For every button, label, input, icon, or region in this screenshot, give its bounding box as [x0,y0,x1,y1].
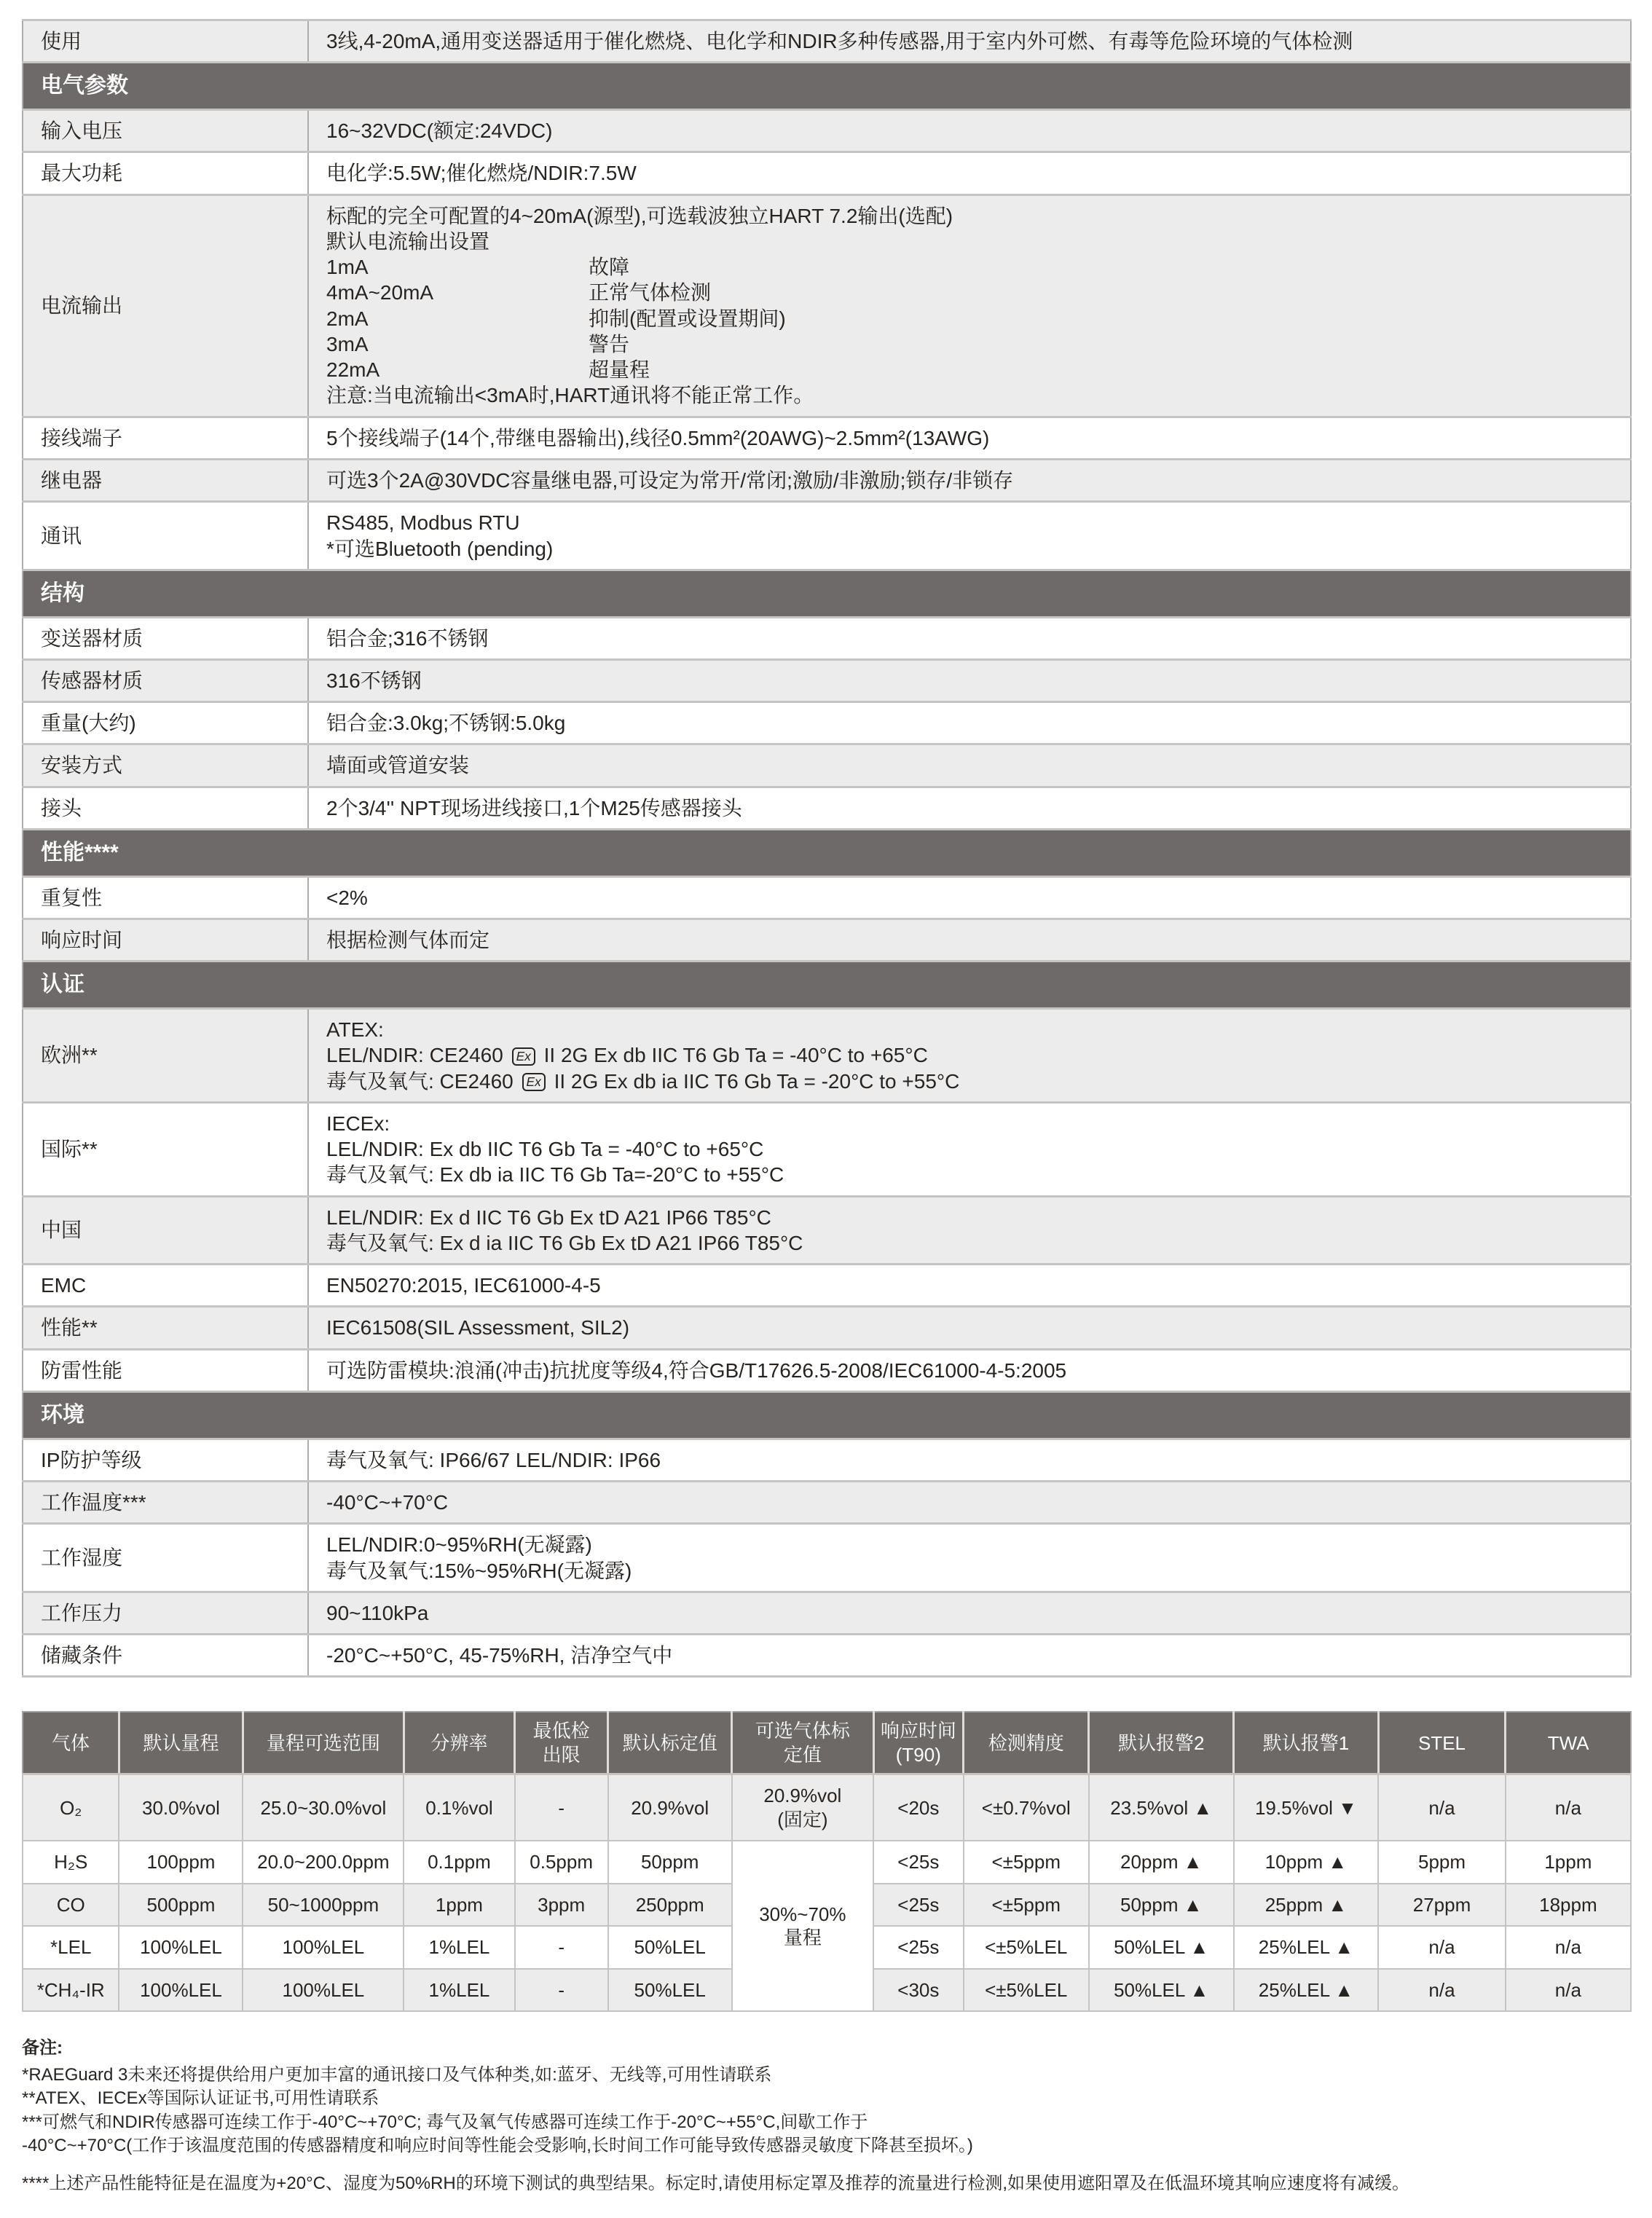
gas-cell: 50~1000ppm [243,1884,404,1927]
spec-value-line: 毒气及氧气: CE2460 Ex II 2G Ex db ia IIC T6 Gb Ta = -20°C to +55°C [326,1069,960,1093]
gas-cell: 100%LEL [119,1969,243,2012]
gas-cell: 1%LEL [404,1969,514,2012]
spec-value-line: 铝合金:3.0kg;不锈钢:5.0kg [326,712,566,735]
spec-value [308,659,1631,701]
spec-row [23,919,1631,961]
spec-row [23,417,1631,459]
spec-value [308,20,1631,63]
spec-value [308,152,1631,194]
spec-row [23,702,1631,744]
spec-label: 重复性 [23,876,308,919]
gas-cell: <30s [873,1969,964,2012]
gas-cell: 30.0%vol [119,1774,243,1841]
spec-table [22,19,1632,1678]
gas-name: *CH₄-IR [23,1969,119,2012]
gas-column-header: 默认标定值 [608,1712,732,1774]
spec-value [308,1439,1631,1481]
footnote-line: ****上述产品性能特征是在温度为+20°C、湿度为50%RH的环境下测试的典型结果。标定时,请使用标定罩及推荐的流量进行检测,如果使用遮阳罩及在低温环境其响应速度将有减缓。 [22,2174,1410,2194]
gas-column-header: 默认报警1 [1234,1712,1379,1774]
gas-name: *LEL [23,1926,119,1969]
spec-value-line: 墙面或管道安装 [326,754,470,777]
spec-row [23,1102,1631,1196]
current-output-meaning: 警告 [589,332,630,355]
gas-cell: 250ppm [608,1884,732,1927]
gas-parameters-table [22,1711,1632,2012]
spec-row [23,20,1631,63]
spec-value [308,459,1631,501]
gas-name: O₂ [23,1774,119,1841]
spec-label: 通讯 [23,502,308,570]
spec-value [308,1009,1631,1103]
current-output-value: 2mA [326,307,369,330]
gas-column-header: 分辨率 [404,1712,514,1774]
spec-value-line: -20°C~+50°C, 45-75%RH, 洁净空气中 [326,1644,673,1667]
spec-value-line: *可选Bluetooth (pending) [326,537,554,560]
section-header-label: 性能**** [23,829,1631,876]
gas-cell: <25s [873,1926,964,1969]
spec-value [308,787,1631,829]
spec-value-line: 电化学:5.5W;催化燃烧/NDIR:7.5W [326,162,637,185]
gas-column-header: 默认量程 [119,1712,243,1774]
current-output-setting [326,331,1613,357]
section-header-row [23,63,1631,110]
gas-cell: n/a [1506,1774,1631,1841]
gas-name: CO [23,1884,119,1927]
gas-cell: - [515,1774,608,1841]
spec-value-line: LEL/NDIR: Ex db IIC T6 Gb Ta = -40°C to +65°C [326,1138,764,1161]
atex-ex-icon: Ex [512,1047,535,1066]
gas-row [23,1774,1631,1841]
spec-label: 国际** [23,1102,308,1196]
spec-value-line: 16~32VDC(额定:24VDC) [326,119,553,143]
spec-value-line: 2个3/4'' NPT现场进线接口,1个M25传感器接头 [326,796,742,819]
gas-row [23,1841,1631,1884]
gas-header-row [23,1712,1631,1774]
gas-cell: 50%LEL [608,1969,732,2012]
current-output-setting [326,357,1613,382]
current-output-meaning: 超量程 [589,358,650,382]
gas-cell: 18ppm [1506,1884,1631,1927]
gas-cell: <20s [873,1774,964,1841]
spec-row [23,1009,1631,1103]
gas-cell: 20.9%vol [608,1774,732,1841]
spec-value [308,876,1631,919]
current-output-value: 22mA [326,358,380,382]
spec-row [23,1307,1631,1349]
spec-label: 安装方式 [23,744,308,787]
gas-column-header: STEL [1378,1712,1505,1774]
spec-label: 响应时间 [23,919,308,961]
gas-cell: <25s [873,1884,964,1927]
spec-value-line: LEL/NDIR: CE2460 Ex II 2G Ex db IIC T6 Gb Ta = -40°C to +65°C [326,1044,928,1067]
spec-value-line: 毒气及氧气:15%~95%RH(无凝露) [326,1559,632,1582]
spec-value-line: IECEx: [326,1112,390,1135]
spec-label: 欧洲** [23,1009,308,1103]
gas-cell: 50ppm [608,1841,732,1884]
gas-column-header: 最低检 出限 [515,1712,608,1774]
gas-cell: 1ppm [404,1884,514,1927]
spec-label: 最大功耗 [23,152,308,194]
spec-value [308,1349,1631,1391]
spec-value-line: 毒气及氧气: IP66/67 LEL/NDIR: IP66 [326,1448,661,1471]
gas-cell: 20.0~200.0ppm [243,1841,404,1884]
spec-row [23,1196,1631,1265]
gas-cell: <±0.7%vol [964,1774,1089,1841]
section-header-row [23,1391,1631,1439]
spec-row [23,110,1631,152]
gas-column-header: 默认报警2 [1089,1712,1234,1774]
spec-label: 中国 [23,1196,308,1265]
spec-label: 性能** [23,1307,308,1349]
spec-value-line: <2% [326,886,368,909]
spec-value [308,702,1631,744]
spec-label: 工作压力 [23,1592,308,1634]
spec-row [23,1524,1631,1592]
spec-label: 储藏条件 [23,1635,308,1677]
spec-value [308,1307,1631,1349]
current-output-setting [326,306,1613,331]
gas-column-header: 检测精度 [964,1712,1089,1774]
spec-value-line: -40°C~+70°C [326,1491,449,1514]
section-header-label: 认证 [23,961,1631,1009]
spec-value-line: EN50270:2015, IEC61000-4-5 [326,1274,601,1297]
gas-cell: <±5%LEL [964,1969,1089,2012]
gas-cell: 100%LEL [243,1969,404,2012]
spec-row [23,617,1631,659]
current-output-value: 1mA [326,256,369,279]
gas-cell: 20ppm ▲ [1089,1841,1234,1884]
spec-value [308,617,1631,659]
spec-row [23,1349,1631,1391]
gas-cell: n/a [1378,1926,1505,1969]
spec-row [23,1592,1631,1634]
spec-label: 接头 [23,787,308,829]
section-header-label: 环境 [23,1391,1631,1439]
current-output-meaning: 正常气体检测 [589,281,712,304]
gas-column-header: 气体 [23,1712,119,1774]
gas-cell: 0.5ppm [515,1841,608,1884]
spec-label: 重量(大约) [23,702,308,744]
spec-label: 变送器材质 [23,617,308,659]
gas-cell: 100%LEL [243,1926,404,1969]
gas-cell: <±5ppm [964,1884,1089,1927]
spec-label: 传感器材质 [23,659,308,701]
atex-ex-icon: Ex [522,1073,546,1091]
spec-value [308,110,1631,152]
gas-cell: <25s [873,1841,964,1884]
gas-cell: 25%LEL ▲ [1234,1926,1379,1969]
current-output-meaning: 故障 [589,256,630,279]
spec-value-line: 铝合金;316不锈钢 [326,626,489,650]
gas-name: H₂S [23,1841,119,1884]
gas-cell: 3ppm [515,1884,608,1927]
gas-cell: 100ppm [119,1841,243,1884]
spec-value [308,417,1631,459]
spec-label: 电流输出 [23,194,308,417]
current-output-meaning: 抑制(配置或设置期间) [589,307,786,330]
footnote-line: ***可燃气和NDIR传感器可连续工作于-40°C~+70°C; 毒气及氧气传感器可连续工作于-20°C~+55°C,间歇工作于 [22,2112,868,2132]
spec-value-line: 毒气及氧气: Ex db ia IIC T6 Gb Ta=-20°C to +55°C [326,1163,784,1187]
gas-cell: 500ppm [119,1884,243,1927]
spec-row [23,1265,1631,1307]
gas-cell: 0.1ppm [404,1841,514,1884]
spec-label: EMC [23,1265,308,1307]
spec-value [308,1592,1631,1634]
spec-row [23,194,1631,417]
gas-cell: 10ppm ▲ [1234,1841,1379,1884]
spec-value-line: 默认电流输出设置 [326,229,490,253]
spec-value-line: IEC61508(SIL Assessment, SIL2) [326,1316,630,1340]
gas-cell: <±5%LEL [964,1926,1089,1969]
spec-row [23,659,1631,701]
gas-cell: 25%LEL ▲ [1234,1969,1379,2012]
spec-label: 工作湿度 [23,1524,308,1592]
section-header-row [23,829,1631,876]
gas-cell: 0.1%vol [404,1774,514,1841]
gas-cell: 1%LEL [404,1926,514,1969]
spec-row [23,152,1631,194]
spec-label: 防雷性能 [23,1349,308,1391]
gas-cell: n/a [1506,1969,1631,2012]
current-output-setting [326,280,1613,305]
gas-cell: 27ppm [1378,1884,1505,1927]
spec-row [23,787,1631,829]
current-output-value: 4mA~20mA [326,281,434,304]
gas-cell: n/a [1378,1774,1505,1841]
section-header-row [23,961,1631,1009]
spec-value [308,194,1631,417]
gas-cell: n/a [1506,1926,1631,1969]
spec-value-line: RS485, Modbus RTU [326,511,520,535]
spec-value [308,502,1631,570]
gas-cell: - [515,1926,608,1969]
gas-cell: 50%LEL ▲ [1089,1969,1234,2012]
gas-cell: 25ppm ▲ [1234,1884,1379,1927]
spec-row [23,459,1631,501]
gas-cell: 50%LEL ▲ [1089,1926,1234,1969]
spec-label: IP防护等级 [23,1439,308,1481]
spec-value-line: 5个接线端子(14个,带继电器输出),线径0.5mm²(20AWG)~2.5mm²(13AWG) [326,426,990,449]
spec-value-line: LEL/NDIR: Ex d IIC T6 Gb Ex tD A21 IP66 T85°C [326,1206,771,1229]
spec-row [23,876,1631,919]
footnote-line: **ATEX、IECEx等国际认证证书,可用性请联系 [22,2088,379,2109]
footnotes-title: 备注: [22,2038,63,2058]
gas-cell: n/a [1378,1969,1505,2012]
gas-cell: 19.5%vol ▼ [1234,1774,1379,1841]
footnotes [22,2037,1632,2195]
spec-value-line: 根据检测气体而定 [326,928,490,951]
current-output-value: 3mA [326,332,369,355]
gas-column-header: 可选气体标 定值 [732,1712,873,1774]
spec-value-line: 毒气及氧气: Ex d ia IIC T6 Gb Ex tD A21 IP66 T85°C [326,1231,803,1254]
spec-value [308,744,1631,787]
spec-value [308,1635,1631,1677]
footnote-line: *RAEGuard 3未来还将提供给用户更加丰富的通讯接口及气体种类,如:蓝牙、无线等,可用性请联系 [22,2064,772,2085]
spec-value [308,1524,1631,1592]
spec-label: 继电器 [23,459,308,501]
spec-label: 输入电压 [23,110,308,152]
gas-cell: 5ppm [1378,1841,1505,1884]
spec-value-line: 可选防雷模块:浪涌(冲击)抗扰度等级4,符合GB/T17626.5-2008/IEC61000-4-5:2005 [326,1358,1067,1382]
spec-row [23,1439,1631,1481]
spec-value [308,919,1631,961]
spec-row [23,1635,1631,1677]
spec-value-line: 90~110kPa [326,1601,429,1624]
footnotes-lines [22,2064,1632,2196]
gas-column-header: 量程可选范围 [243,1712,404,1774]
section-header-row [23,570,1631,617]
gas-column-header: TWA [1506,1712,1631,1774]
section-header-label: 结构 [23,570,1631,617]
spec-value-line: 可选3个2A@30VDC容量继电器,可设定为常开/常闭;激励/非激励;锁存/非锁存 [326,468,1014,492]
gas-cell: <±5ppm [964,1841,1089,1884]
spec-value-line: 标配的完全可配置的4~20mA(源型),可选载波独立HART 7.2输出(选配) [326,204,953,227]
spec-value [308,1265,1631,1307]
spec-value [308,1102,1631,1196]
spec-label: 接线端子 [23,417,308,459]
gas-cal-merged-cell: 30%~70% 量程 [732,1841,873,2011]
spec-label: 工作温度*** [23,1482,308,1524]
gas-cell: 50ppm ▲ [1089,1884,1234,1927]
section-header-label: 电气参数 [23,63,1631,110]
footnote-line: -40°C~+70°C(工作于该温度范围的传感器精度和响应时间等性能会受影响,长时间工作可能导致传感器灵敏度下降甚至损坏。) [22,2135,973,2155]
spec-label: 使用 [23,20,308,63]
gas-cell: 100%LEL [119,1926,243,1969]
spec-value [308,1196,1631,1265]
gas-column-header: 响应时间 (T90) [873,1712,964,1774]
spec-value-line: 316不锈钢 [326,669,422,692]
spec-value-line: ATEX: [326,1018,384,1042]
gas-cal-cell: 20.9%vol (固定) [732,1774,873,1841]
gas-cell: 50%LEL [608,1926,732,1969]
gas-cell: - [515,1969,608,2012]
spec-value [308,1482,1631,1524]
spec-row [23,1482,1631,1524]
spec-value-line: 3线,4-20mA,通用变送器适用于催化燃烧、电化学和NDIR多种传感器,用于室内外可燃、有毒等危险环境的气体检测 [326,30,1353,52]
gas-cell: 25.0~30.0%vol [243,1774,404,1841]
spec-row [23,744,1631,787]
gas-cell: 1ppm [1506,1841,1631,1884]
gas-cell: 23.5%vol ▲ [1089,1774,1234,1841]
spec-value-line: LEL/NDIR:0~95%RH(无凝露) [326,1533,592,1557]
spec-value-note: 注意:当电流输出<3mA时,HART通讯将不能正常工作。 [326,384,814,407]
current-output-setting [326,254,1613,280]
spec-row [23,502,1631,570]
